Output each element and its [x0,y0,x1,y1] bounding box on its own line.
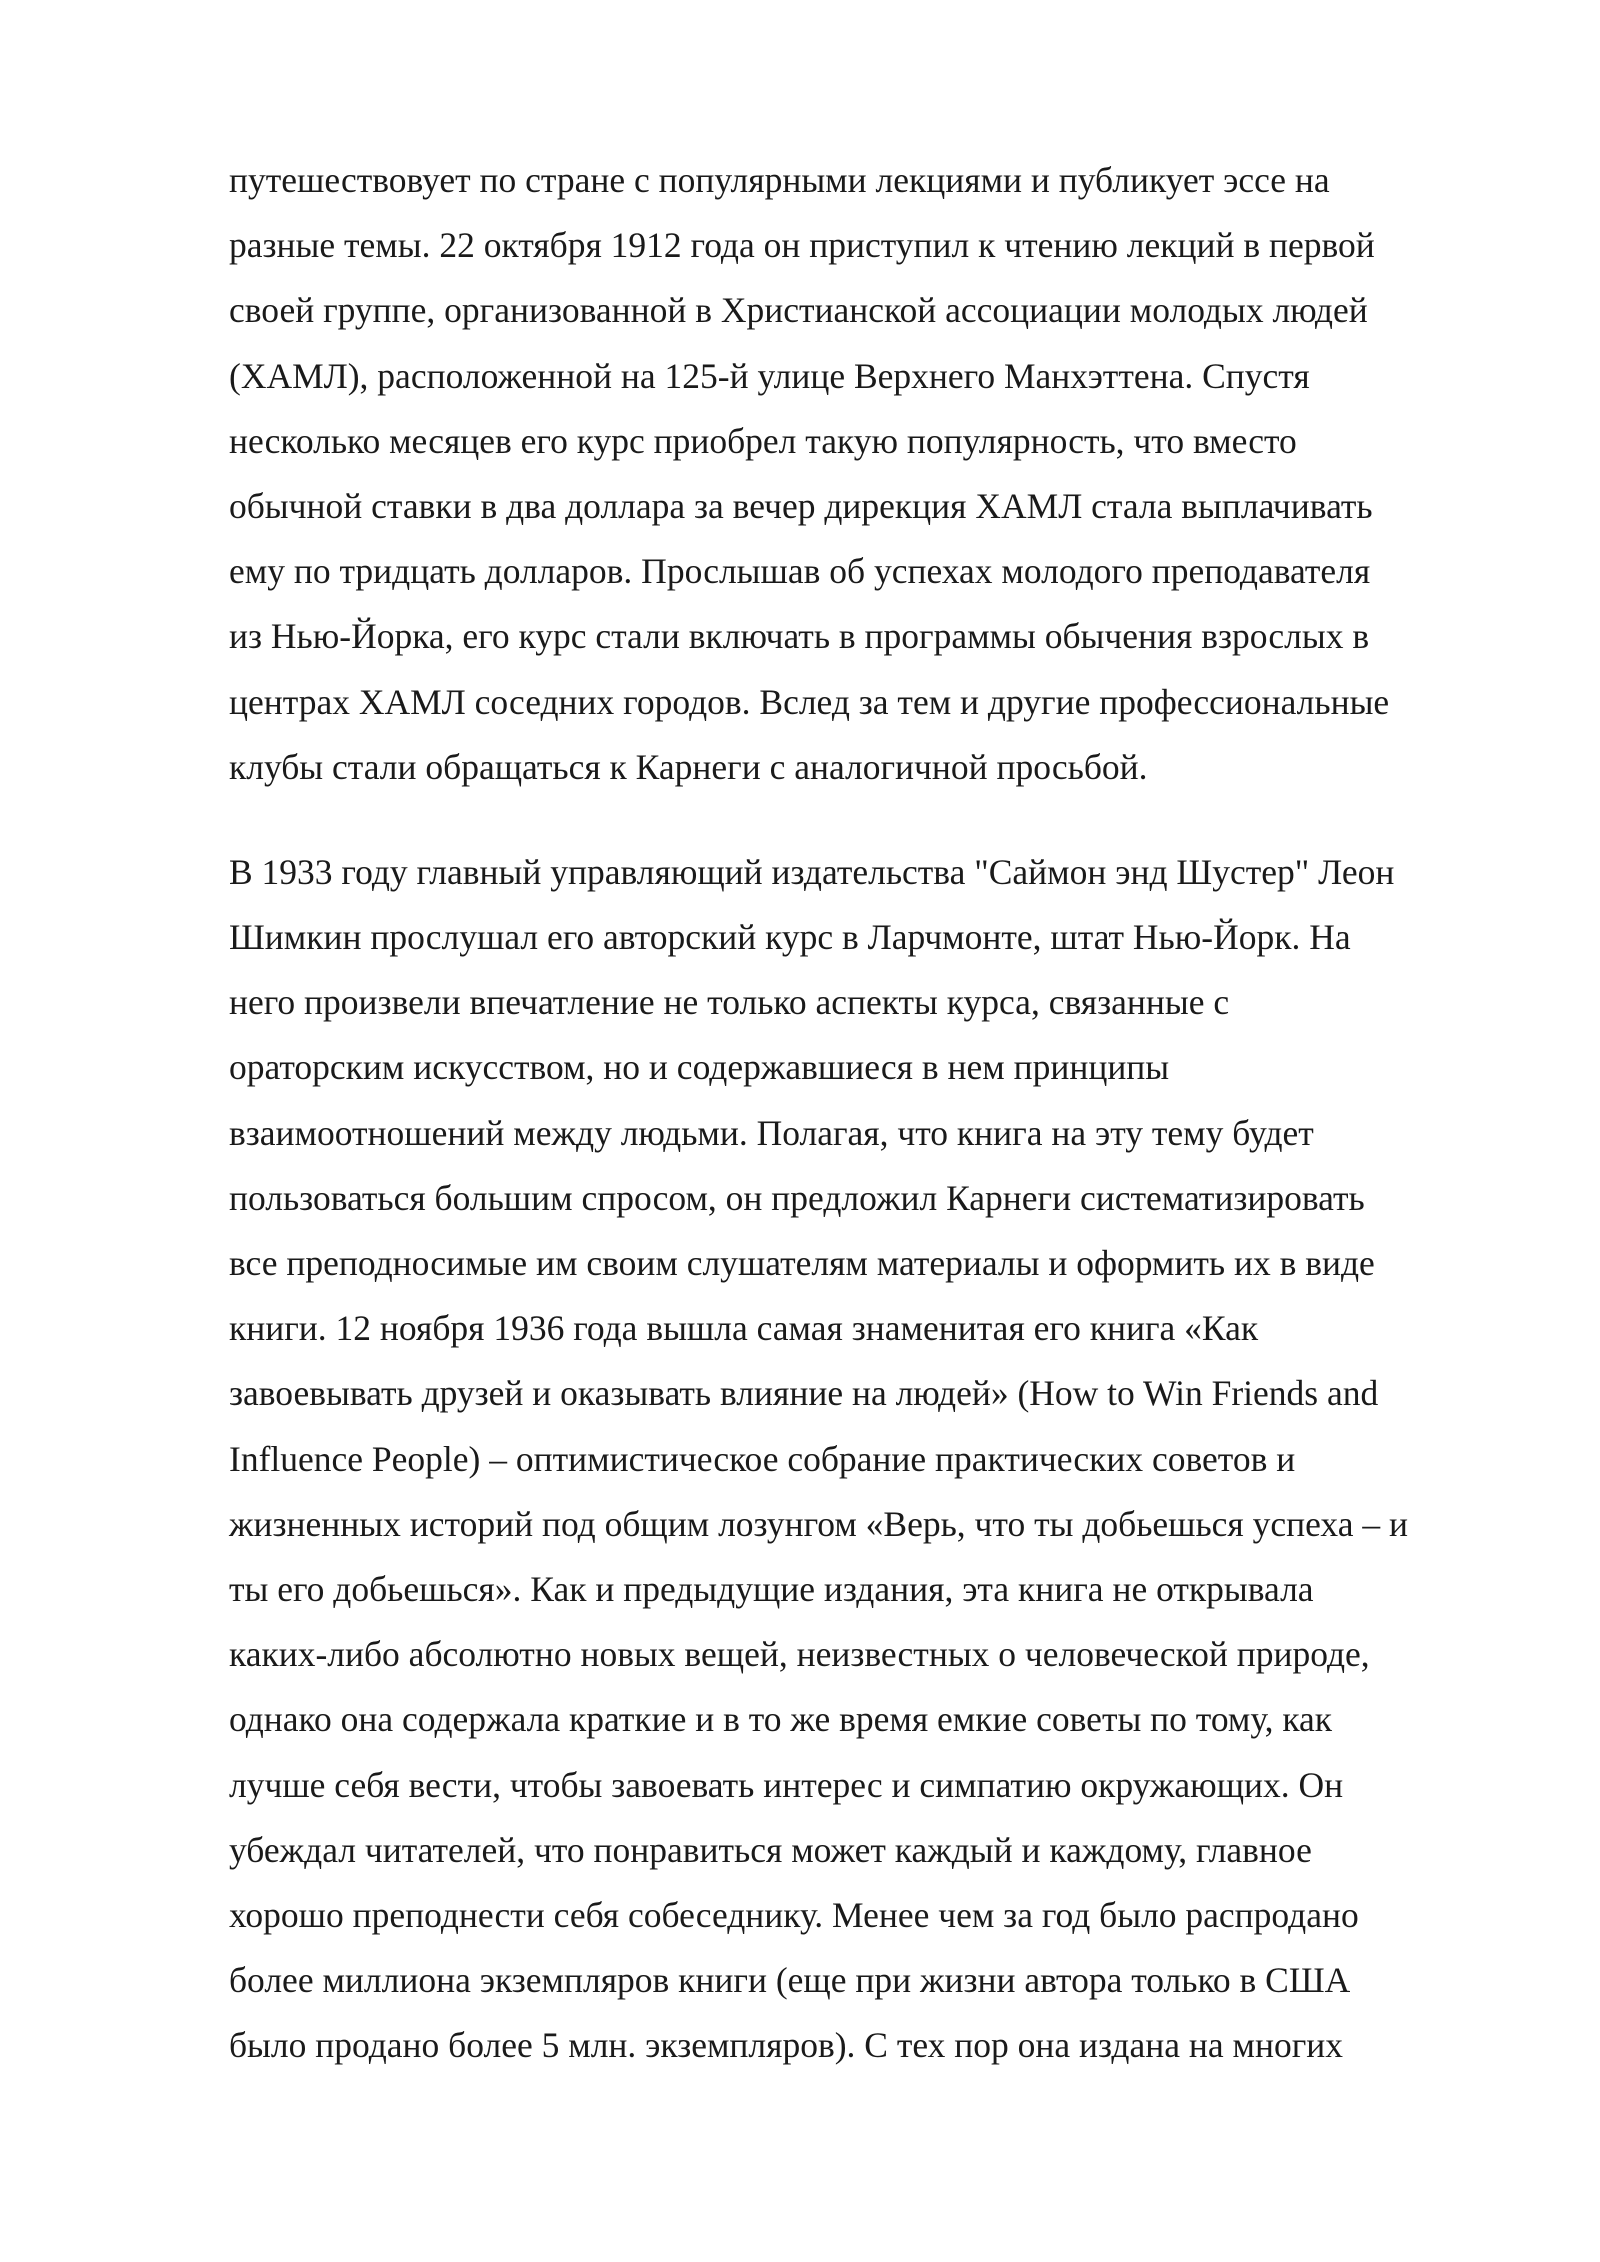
text-line: пользоваться большим спросом, он предложил Карнеги систематизировать [229,1177,1365,1218]
text-line: обычной ставки в два доллара за вечер дирекция ХАМЛ стала выплачивать [229,485,1373,526]
text-line: Шимкин прослушал его авторский курс в Ларчмонте, штат Нью-Йорк. На [229,917,1351,958]
body-text [229,148,1519,2078]
text-line: своей группе, организованной в Христианской ассоциации молодых людей [229,290,1368,331]
text-line: взаимоотношений между людьми. Полагая, что книга на эту тему будет [229,1112,1314,1153]
text-line: него произвели впечатление не только аспекты курса, связанные с [229,982,1230,1023]
text-line: хорошо преподнести себя собеседнику. Менее чем за год было распродано [229,1894,1359,1935]
text-line: убеждал читателей, что понравиться может каждый и каждому, главное [229,1829,1312,1870]
paragraph-2 [229,840,1519,2079]
text-line: клубы стали обращаться к Карнеги с аналогичной просьбой. [229,746,1148,787]
text-line: книги. 12 ноября 1936 года вышла самая знаменитая его книга «Как [229,1308,1259,1349]
text-line: Influence People) – оптимистическое собрание практических советов и [229,1438,1296,1479]
text-line: путешествовует по стране с популярными лекциями и публикует эссе на [229,160,1330,200]
paragraph-1 [229,148,1519,800]
text-line: из Нью-Йорка, его курс стали включать в программы обычения взрослых в [229,616,1370,657]
text-line: ораторским искусством, но и содержавшиеся в нем принципы [229,1047,1170,1088]
text-line: В 1933 году главный управляющий издательства "Саймон энд Шустер" Леон [229,851,1395,892]
text-line: несколько месяцев его курс приобрел такую популярность, что вместо [229,420,1297,461]
text-line: центрах ХАМЛ соседних городов. Вслед за тем и другие профессиональные [229,681,1390,722]
text-line: ему по тридцать долларов. Прослышав об успехах молодого преподавателя [229,551,1371,592]
text-line: было продано более 5 млн. экземпляров). С тех пор она издана на многих [229,2025,1344,2066]
text-line: однако она содержала краткие и в то же время емкие советы по тому, как [229,1699,1333,1740]
text-line: ты его добьешься». Как и предыдущие издания, эта книга не открывала [229,1568,1314,1609]
text-line: все преподносимые им своим слушателям материалы и оформить их в виде [229,1243,1375,1283]
text-line: (ХАМЛ), расположенной на 125-й улице Верхнего Манхэттена. Спустя [229,355,1310,396]
text-line: каких-либо абсолютно новых вещей, неизвестных о человеческой природе, [229,1634,1370,1675]
text-line: более миллиона экземпляров книги (еще при жизни автора только в США [229,1960,1351,2001]
text-line: разные темы. 22 октября 1912 года он приступил к чтению лекций в первой [229,225,1375,266]
text-line: завоевывать друзей и оказывать влияние на людей» (How to Win Friends and [229,1373,1379,1414]
text-line: лучше себя вести, чтобы завоевать интерес и симпатию окружающих. Он [229,1764,1344,1805]
text-line: жизненных историй под общим лозунгом «Верь, что ты добьешься успеха – и [229,1503,1408,1544]
